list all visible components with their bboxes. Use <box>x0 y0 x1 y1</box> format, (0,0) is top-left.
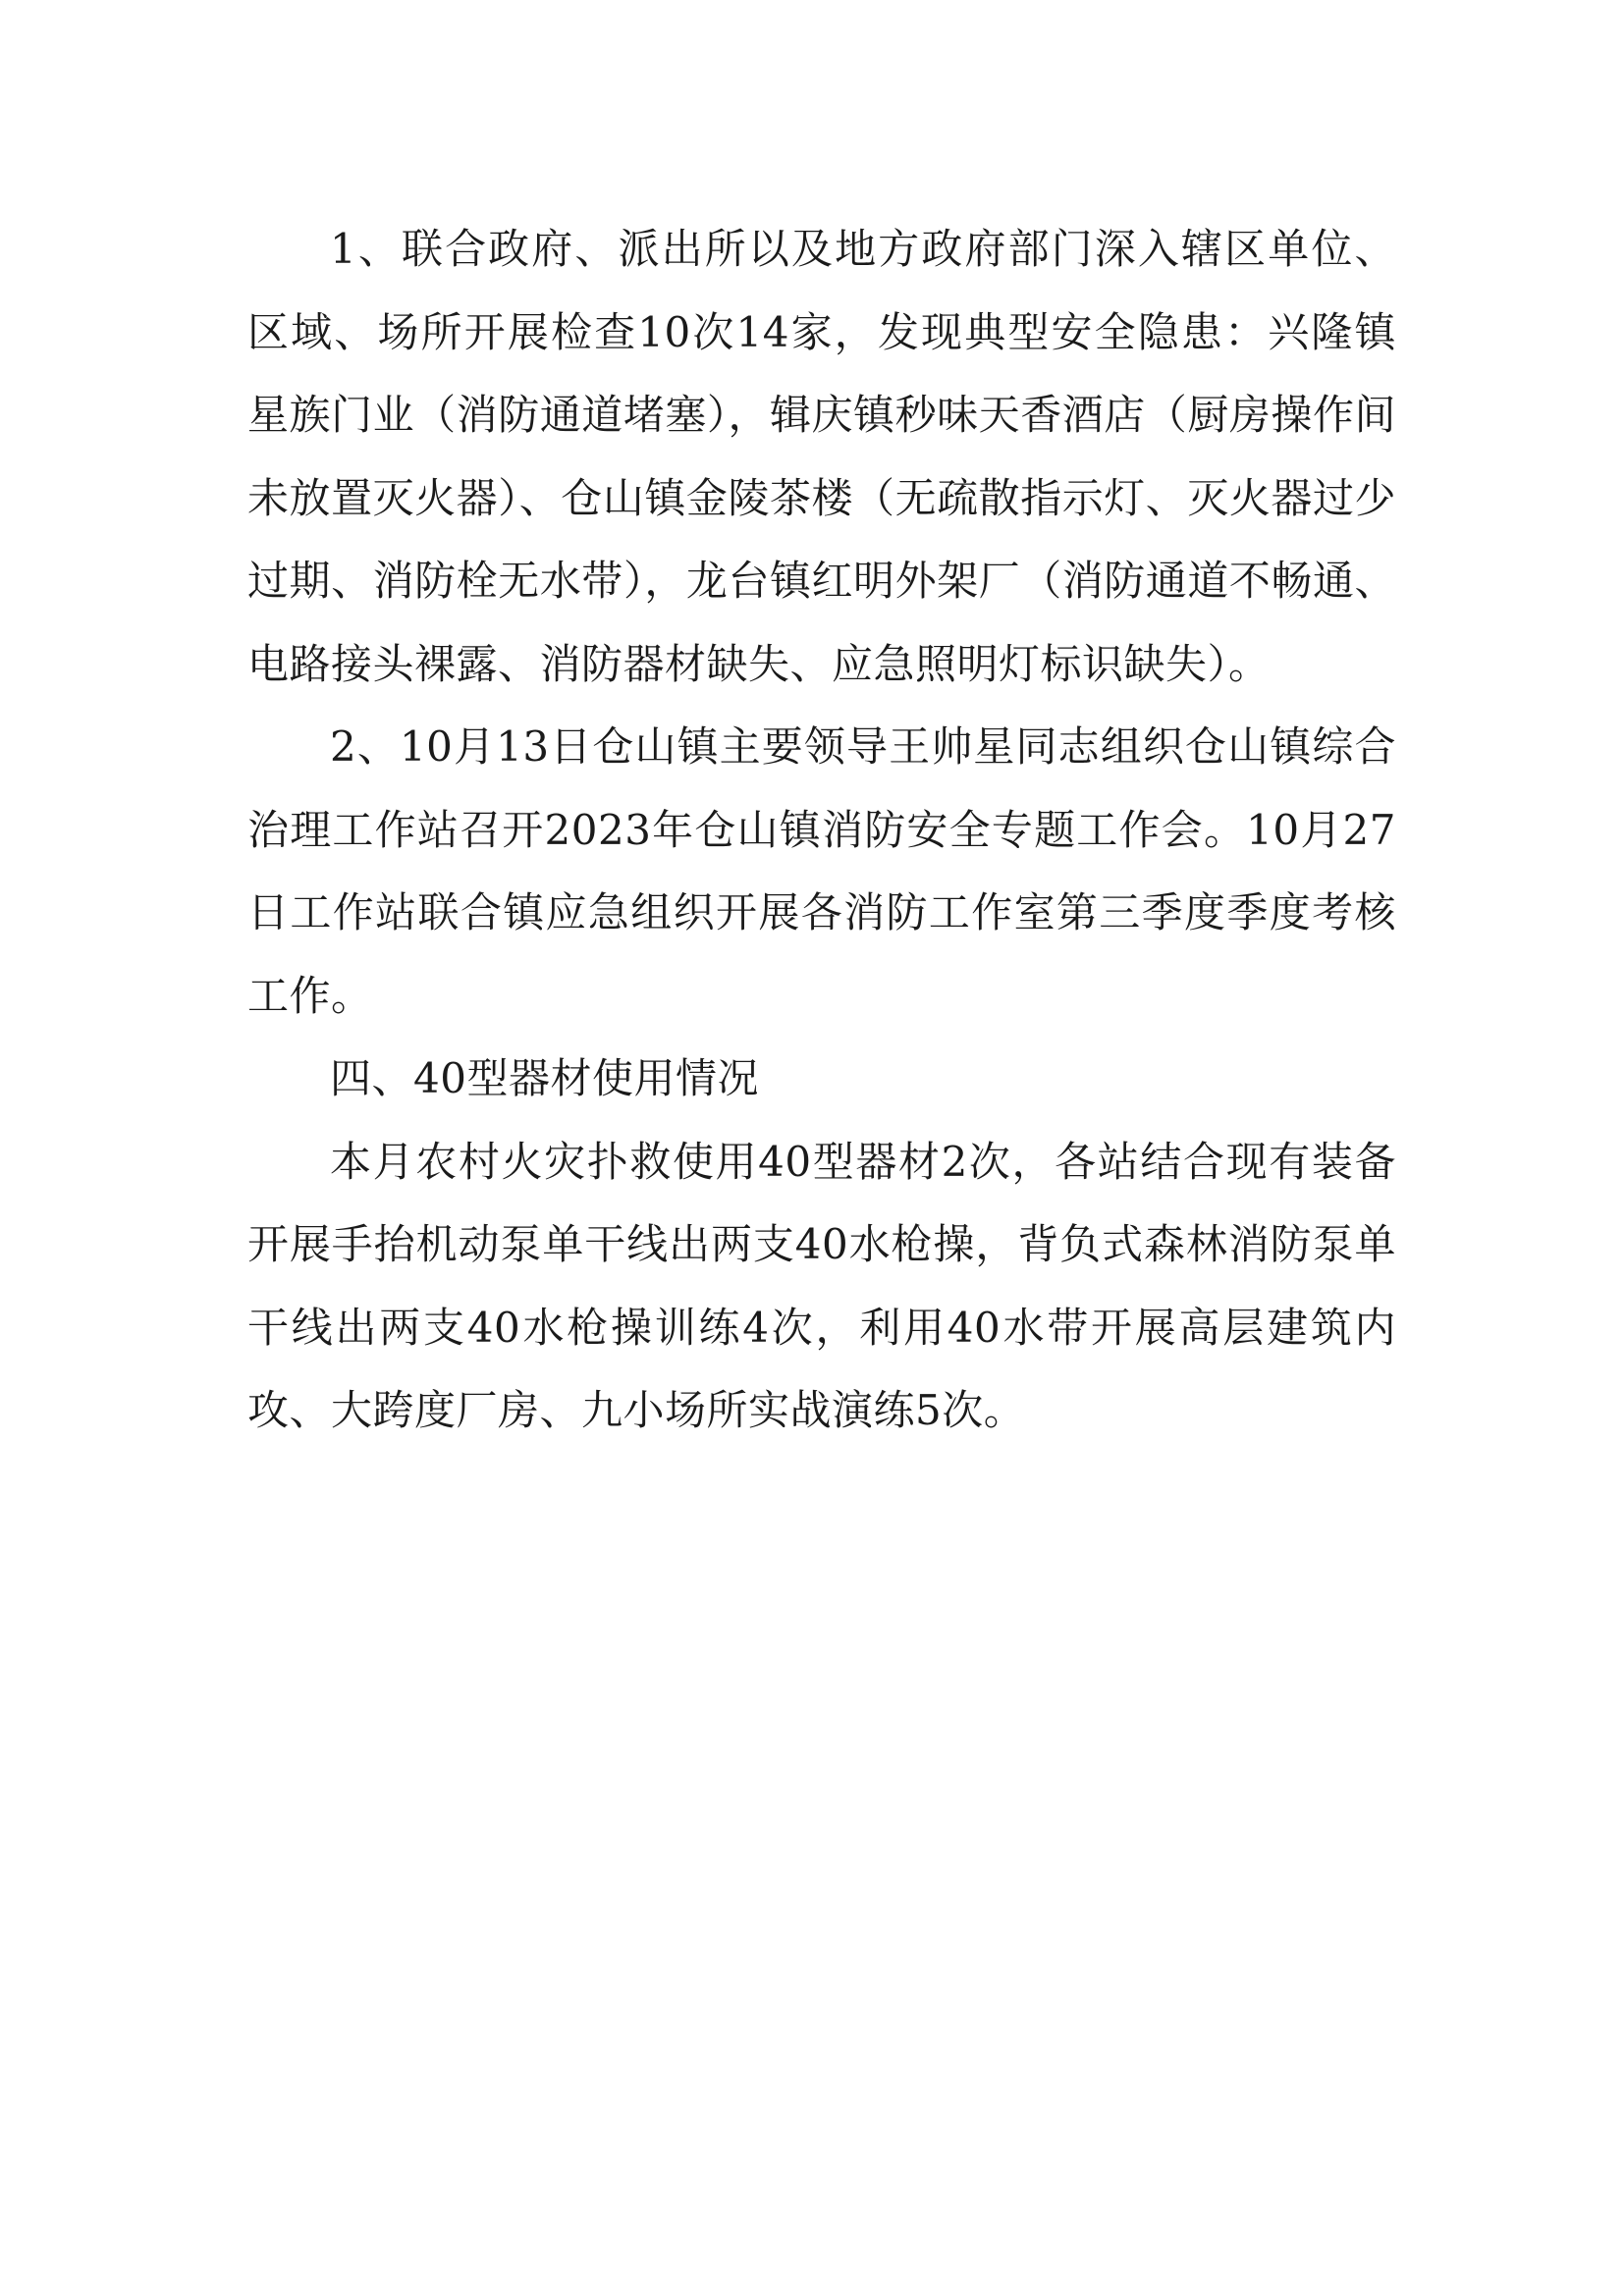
section-heading-equipment-usage: 四、40型器材使用情况 <box>330 1054 759 1102</box>
paragraph-equipment-usage: 本月农村火灾扑救使用40型器材2次，各站结合现有装备开展手抬机动泵单干线出两支40水枪操，背负式森林消防泵单干线出两支40水枪操训练4次，利用40水带开展高层建筑内攻、大跨度厂房、九小场所实战演练5次。 <box>247 1137 1396 1434</box>
document-body <box>247 208 1396 1453</box>
paragraph-inspection-results: 1、联合政府、派出所以及地方政府部门深入辖区单位、区域、场所开展检查10次14家，发现典型安全隐患：兴隆镇星族门业（消防通道堵塞），辑庆镇秒味天香酒店（厨房操作间未放置灭火器）、仓山镇金陵茶楼（无疏散指示灯、灭火器过少过期、消防栓无水带），龙台镇红明外架厂（消防通道不畅通、电路接头裸露、消防器材缺失、应急照明灯标识缺失）。 <box>247 225 1396 688</box>
paragraph-safety-meeting: 2、10月13日仓山镇主要领导王帅星同志组织仓山镇综合治理工作站召开2023年仓山镇消防安全专题工作会。10月27日工作站联合镇应急组织开展各消防工作室第三季度季度考核工作。 <box>247 722 1396 1020</box>
